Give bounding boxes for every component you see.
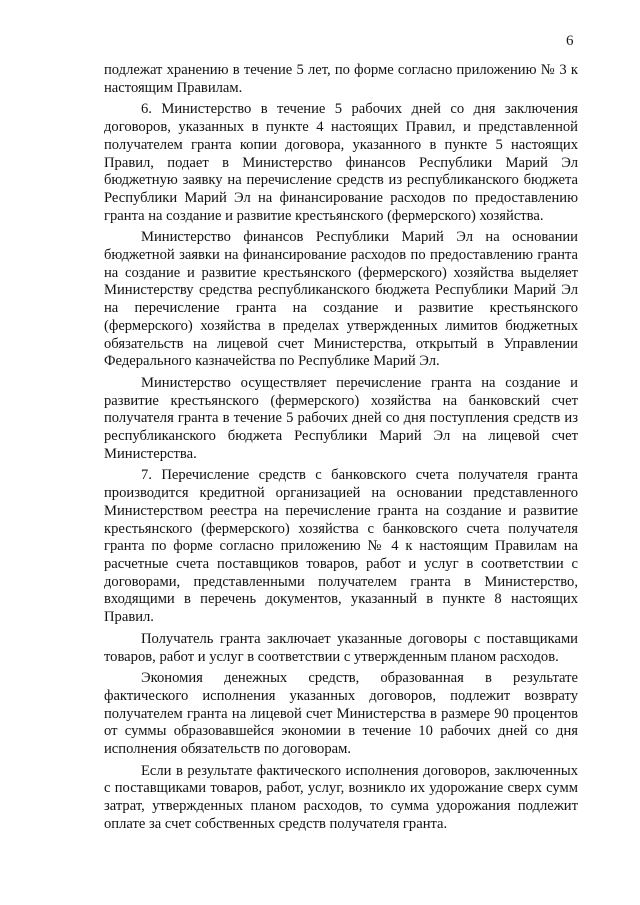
paragraph-clause-6: 6. Министерство в течение 5 рабочих дней со дня заключения договоров, указанных в пункте 4 настоящих Правил, и представленной получателем гранта копии договора, указанного в пункте 5 настоящих Правил, подает в Министерство финансов Республики Марий Эл бюджетную заявку на перечисление средств из республиканского бюджета Республики Марий Эл на финансирование расходов по предоставлению гранта на создание и развитие крестьянского (фермерского) хозяйства. [104,101,578,224]
document-body [104,62,578,834]
paragraph-savings: Экономия денежных средств, образованная в результате фактического исполнения указанных договоров, подлежит возврату получателем гранта на лицевой счет Министерства в размере 90 процентов от суммы образовавшейся экономии в течение 10 рабочих дней со дня исполнения обязательств по договорам. [104,670,578,758]
paragraph-ministry-finance: Министерство финансов Республики Марий Эл на основании бюджетной заявки на финансирование расходов по предоставлению гранта на создание и развитие крестьянского (фермерского) хозяйства выделяет Министерству средства республиканского бюджета Республики Марий Эл на перечисление гранта на создание и развитие крестьянского (фермерского) хозяйства в пределах утвержденных лимитов бюджетных обязательств на лицевой счет Министерства, открытый в Управлении Федерального казначейства по Республике Марий Эл. [104,229,578,370]
paragraph-contracts: Получатель гранта заключает указанные договоры с поставщиками товаров, работ и услуг в соответствии с утвержденным планом расходов. [104,630,578,665]
paragraph-clause-7: 7. Перечисление средств с банковского счета получателя гранта производится кредитной организацией на основании представленного Министерством реестра на перечисление гранта на создание и развитие крестьянского (фермерского) хозяйства с банковского счета получателя гранта по форме согласно приложению № 4 к настоящим Правилам на расчетные счета поставщиков товаров, работ и услуг в соответствии с договорами, представленными получателем гранта в Министерство, входящими в перечень документов, указанный в пункте 8 настоящих Правил. [104,467,578,626]
paragraph-grant-transfer: Министерство осуществляет перечисление гранта на создание и развитие крестьянского (фермерского) хозяйства на банковский счет получателя гранта в течение 5 рабочих дней со дня поступления средств из республиканского бюджета Республики Марий Эл на лицевой счет Министерства. [104,374,578,462]
paragraph-cost-increase: Если в результате фактического исполнения договоров, заключенных с поставщиками товаров, работ, услуг, возникло их удорожание сверх сумм затрат, утвержденных планом расходов, то сумма удорожания подлежит оплате за счет собственных средств получателя гранта. [104,762,578,832]
page-number: 6 [566,33,574,49]
paragraph-continuation: подлежат хранению в течение 5 лет, по форме согласно приложению № 3 к настоящим Правилам. [104,62,578,96]
